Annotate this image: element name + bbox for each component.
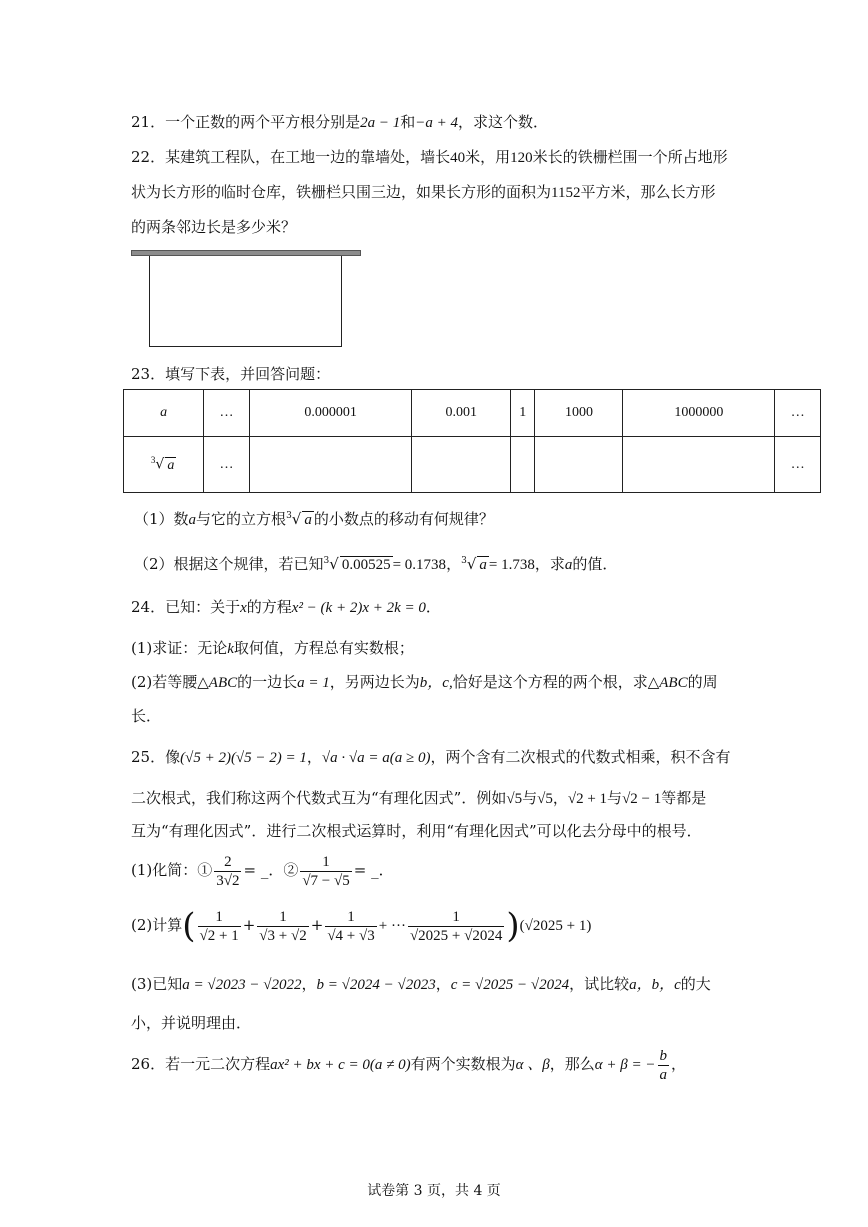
q25-part3: (3)已知a = √2023 − √2022，b = √2024 − √2023，c = √2025 − √2024，试比较a，b，c的大 [131, 975, 711, 993]
cube-index: 3 [286, 511, 292, 521]
q25-sqrt5: √5 [537, 791, 553, 807]
q24-end: ． [425, 598, 441, 616]
q23-var-a: a [564, 557, 573, 573]
q25-p3-text2: ，试比较 [569, 975, 630, 993]
table-cell [535, 437, 623, 493]
q22-text-1a: 22．某建筑工程队，在工地一边的靠墙处，墙长 [131, 148, 451, 166]
q25-pair1: √2 + 1 [567, 791, 608, 807]
table-cell [249, 437, 412, 493]
denominator: 3√2 [216, 872, 240, 889]
q25-part1 [131, 850, 394, 890]
q23-p2-text: （2）根据这个规律，若已知 [134, 555, 324, 573]
q24-p2-text5: 的周 [687, 673, 718, 691]
q22-line1 [131, 146, 728, 169]
q25-and: 与 [607, 789, 623, 807]
q24-p1-text2: 取何值，方程总有实数根； [233, 639, 414, 657]
q24-p1-text: (1)求证：无论 [131, 639, 228, 657]
numerator: 1 [347, 908, 355, 925]
q24-text2: 的方程 [246, 598, 292, 616]
q25-part2: (2)计算( $\frac{1}{√2 + 1}$ + $\frac{1}{√3 + √2}$ + $\frac{1}{√4 + √3}$ + ··· $\frac{1}{√2025 + √2024}$ )(√2025 + 1) [131, 906, 592, 946]
q25-part3-cont: 小，并说明理由． [131, 1014, 252, 1032]
cube-index: 3 [461, 556, 467, 566]
table-cell [623, 437, 775, 493]
denominator: a [659, 1066, 668, 1083]
q24-var-x: x [240, 600, 247, 616]
q24-triangle: △ABC [647, 675, 688, 691]
q25-text: 25．像 [131, 748, 181, 766]
radicand: a [304, 512, 312, 528]
q25-value-c: c = √2025 − √2024 [450, 977, 570, 993]
q22-text-2a: 状为长方形的临时仓库，铁栅栏只围三边，如果长方形的面积为 [131, 183, 552, 201]
q25-comma: ， [306, 748, 322, 766]
table-cell [412, 437, 511, 493]
q24-p2-text: (2)若等腰 [131, 673, 198, 691]
q23-p2-text2: ，求 [534, 555, 565, 573]
q21-and: 和 [400, 113, 416, 131]
q23-p1-text3: 的小数点的移动有何规律？ [313, 510, 494, 528]
q25-p3-text3: 的大 [680, 975, 711, 993]
q25-l2-end: 等都是 [661, 789, 707, 807]
q25-value-a: a = √2023 − √2022 [182, 977, 302, 993]
q25-line2 [131, 787, 706, 810]
radicand: 0.00525 [341, 557, 391, 573]
q23-intro: 23．填写下表，并回答问题： [131, 365, 331, 383]
numerator: 1 [279, 908, 287, 925]
q22-text-2b: 平方米，那么长方形 [580, 183, 716, 201]
fraction [408, 908, 504, 945]
q25-sqrt5: √5 [506, 791, 523, 807]
table-cell: … [775, 437, 821, 493]
table-row [124, 437, 821, 493]
q25-p1-text: (1)化简：① [131, 861, 213, 879]
q25-vars: a，b，c [629, 977, 681, 993]
table-cell: 1000 [535, 390, 623, 437]
q24-side-a: a = 1 [297, 675, 330, 691]
table-cell-cube-root [124, 437, 204, 493]
q25-line3: 互为“有理化因式”．进行二次根式运算时，利用“有理化因式”可以化去分母中的根号． [131, 822, 702, 840]
q23-p1-text: （1）数 [134, 510, 189, 528]
q22-text-1c: 米长的铁栅栏围一个所占地形 [532, 148, 728, 166]
q25-example1: (√5 + 2)(√5 − 2) = 1 [180, 750, 307, 766]
q23-p2-eq2: = 1.738 [488, 557, 535, 573]
denominator: √2025 + √2024 [409, 927, 503, 944]
q21-end: ，求这个数． [457, 113, 548, 131]
radical-sign: √ [466, 555, 477, 573]
q22-text-1b: 米，用 [465, 148, 511, 166]
radical-sign: √ [291, 510, 302, 528]
q21-line [131, 111, 548, 134]
fraction [257, 908, 308, 945]
q25-p1-blank: = _． [353, 861, 394, 879]
q24-part2 [131, 671, 718, 694]
q21-expr2: −a + 4 [415, 115, 458, 131]
fraction [658, 1047, 670, 1084]
q26-sum: α + β = − [594, 1057, 656, 1073]
q25-comma: ， [552, 789, 568, 807]
q24-triangle: △ABC [197, 675, 238, 691]
radical-sign: √ [155, 456, 165, 473]
fraction [214, 853, 241, 890]
q23-part2 [134, 550, 617, 576]
radical-sign: √ [329, 555, 339, 573]
table-cell: … [204, 437, 250, 493]
q24-equation: x² − (k + 2)x + 2k = 0 [291, 600, 426, 616]
numerator: 2 [224, 853, 232, 870]
q22-line3: 的两条邻边长是多少米？ [131, 218, 297, 236]
table-cell: 1000000 [623, 390, 775, 437]
q25-and: 与 [522, 789, 538, 807]
table-row [124, 390, 821, 437]
fraction [300, 853, 351, 890]
q24-sides-bc: b，c, [419, 675, 453, 691]
q23-var-a: a [188, 512, 197, 528]
q26-text3: ，那么 [549, 1055, 595, 1073]
denominator: √7 − √5 [302, 872, 350, 889]
q25-multiplier: (√2025 + 1) [519, 918, 592, 934]
q23-p1-text2: 与它的立方根 [196, 510, 287, 528]
radicand: a [479, 557, 487, 573]
q25-text2: ，两个含有二次根式的代数式相乘，积不含有 [430, 748, 731, 766]
warehouse-rectangle-figure [149, 256, 342, 347]
table-cell: 0.001 [412, 390, 511, 437]
q24-line [131, 596, 441, 619]
q24-var-k: k [227, 641, 234, 657]
table-cell: a [124, 390, 204, 437]
table-cell: 1 [511, 390, 535, 437]
q25-example2: √a · √a = a(a ≥ 0) [321, 750, 431, 766]
numerator: 1 [322, 853, 330, 870]
fraction [198, 908, 241, 945]
q25-p1-blank: = _．② [243, 861, 299, 879]
q22-num-40: 40 [450, 150, 466, 166]
q26-line [131, 1044, 686, 1085]
q24-part1 [131, 637, 414, 660]
q24-p2-text4: 恰好是这个方程的两个根，求 [452, 673, 648, 691]
q23-p2-comma: ， [446, 555, 462, 573]
q24-part2-cont: 长． [131, 707, 162, 725]
q25-pair2: √2 − 1 [622, 791, 662, 807]
numerator: 1 [215, 908, 223, 925]
q24-p2-text3: ，另两边长为 [329, 673, 420, 691]
q26-equation: ax² + bx + c = 0(a ≠ 0) [270, 1057, 411, 1073]
page-footer: 试卷第 3 页，共 4 页 [367, 1183, 501, 1199]
cube-root-table [123, 389, 821, 493]
q25-p3-text: (3)已知 [131, 975, 183, 993]
denominator: √3 + √2 [259, 927, 307, 944]
q22-line2 [131, 181, 715, 204]
denominator: √2 + 1 [199, 927, 239, 944]
left-paren: ( [182, 906, 196, 946]
q25-line1 [131, 746, 731, 769]
table-cell: … [204, 390, 250, 437]
q25-value-b: b = √2024 − √2023 [316, 977, 436, 993]
q23-part1 [134, 505, 494, 531]
table-cell [511, 437, 535, 493]
q22-num-120: 120 [510, 150, 533, 166]
q25-p2-text: (2)计算 [131, 916, 183, 934]
numerator: b [659, 1047, 668, 1064]
table-cell: 0.000001 [249, 390, 412, 437]
cube-index: 3 [150, 455, 156, 466]
right-paren: ) [506, 906, 520, 946]
fraction [325, 908, 376, 945]
cube-index: 3 [323, 556, 330, 566]
q25-ellipsis: + ··· [378, 918, 406, 934]
numerator: 1 [452, 908, 460, 925]
q24-text: 24．已知：关于 [131, 598, 241, 616]
q23-p2-text3: 的值． [572, 555, 618, 573]
q21-text: 21．一个正数的两个平方根分别是 [131, 113, 361, 131]
q22-num-1152: 1152 [551, 185, 581, 201]
q24-p2-text2: 的一边长 [237, 673, 298, 691]
q25-l2-text: 二次根式，我们称这两个代数式互为“有理化因式”．例如 [131, 789, 507, 807]
q26-text2: 有两个实数根为 [410, 1055, 516, 1073]
q26-end: ， [671, 1055, 687, 1073]
q26-roots: α 、β [515, 1057, 550, 1073]
radicand: a [167, 457, 175, 473]
q21-expr1: 2a − 1 [360, 115, 401, 131]
table-cell: … [775, 390, 821, 437]
q23-p2-eq1: = 0.1738 [392, 557, 447, 573]
q26-text: 26．若一元二次方程 [131, 1055, 271, 1073]
denominator: √4 + √3 [327, 927, 375, 944]
